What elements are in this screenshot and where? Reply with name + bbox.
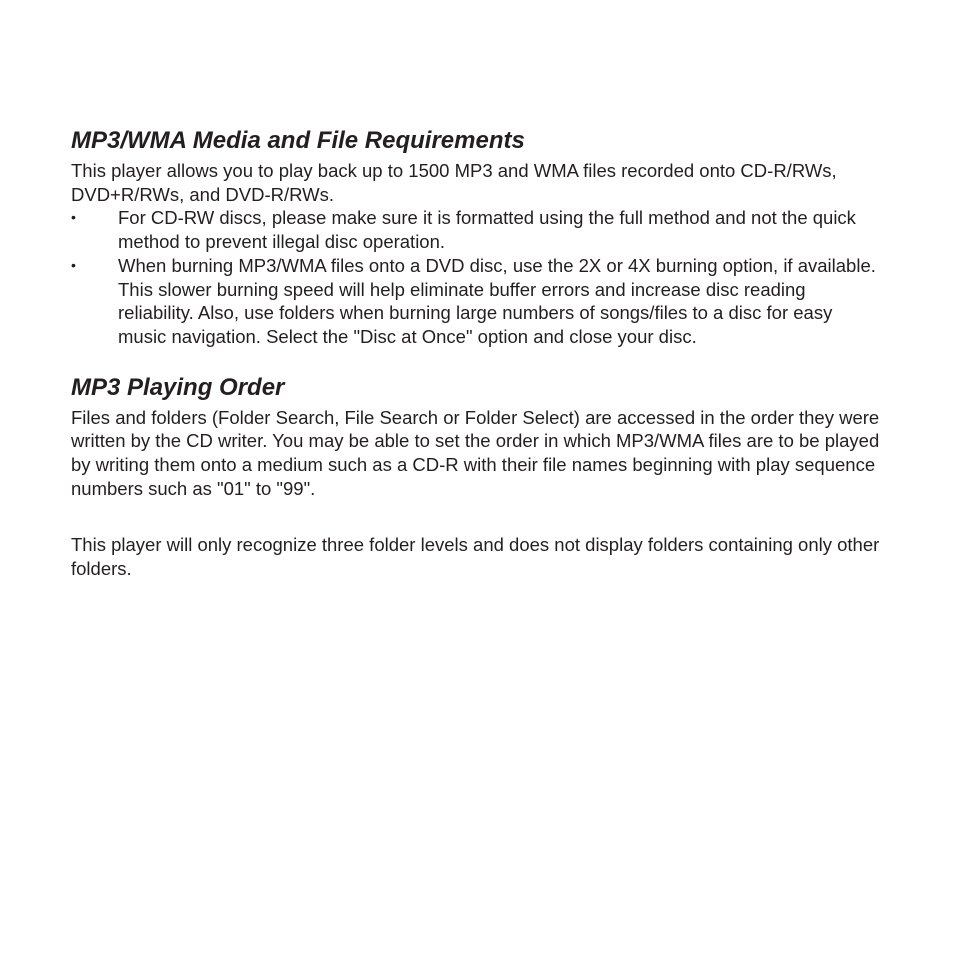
bullet-text: For CD-RW discs, please make sure it is formatted using the full method and not the quick method to prevent illegal disc operation. [118,207,856,253]
requirements-bullet-list [71,206,881,348]
media-requirements-heading: MP3/WMA Media and File Requirements [71,127,525,154]
media-requirements-section [71,126,881,349]
playing-order-section [71,373,881,581]
bullet-item [71,206,881,253]
paragraph-spacer [71,500,881,533]
bullet-dot-icon: • [71,209,76,226]
media-requirements-intro: This player allows you to play back up to 1500 MP3 and WMA files recorded onto CD-R/RWs, DVD+R/RWs, and DVD-R/RWs. [71,160,837,205]
manual-page [71,126,881,581]
playing-order-heading: MP3 Playing Order [71,373,285,401]
bullet-item [71,254,881,349]
bullet-dot-icon: • [71,256,76,273]
bullet-text: When burning MP3/WMA files onto a DVD disc, use the 2X or 4X burning option, if available. This slower burning speed will help eliminate buffer errors and increase disc reading reliability. Also, use folders when burning large numbers of songs/files to a disc for easy music navigation. Select the "Disc at Once" option and close your disc. [118,254,876,347]
folder-levels-paragraph: This player will only recognize three folder levels and does not display folders containing only other folders. [71,534,880,580]
playing-order-paragraph: Files and folders (Folder Search, File Search or Folder Select) are accessed in the order they were written by the CD writer. You may be able to set the order in which MP3/WMA files are to be played by writing them onto a medium such as a CD-R with their file names beginning with play sequence numbers such as "01" to "99". [71,406,880,499]
